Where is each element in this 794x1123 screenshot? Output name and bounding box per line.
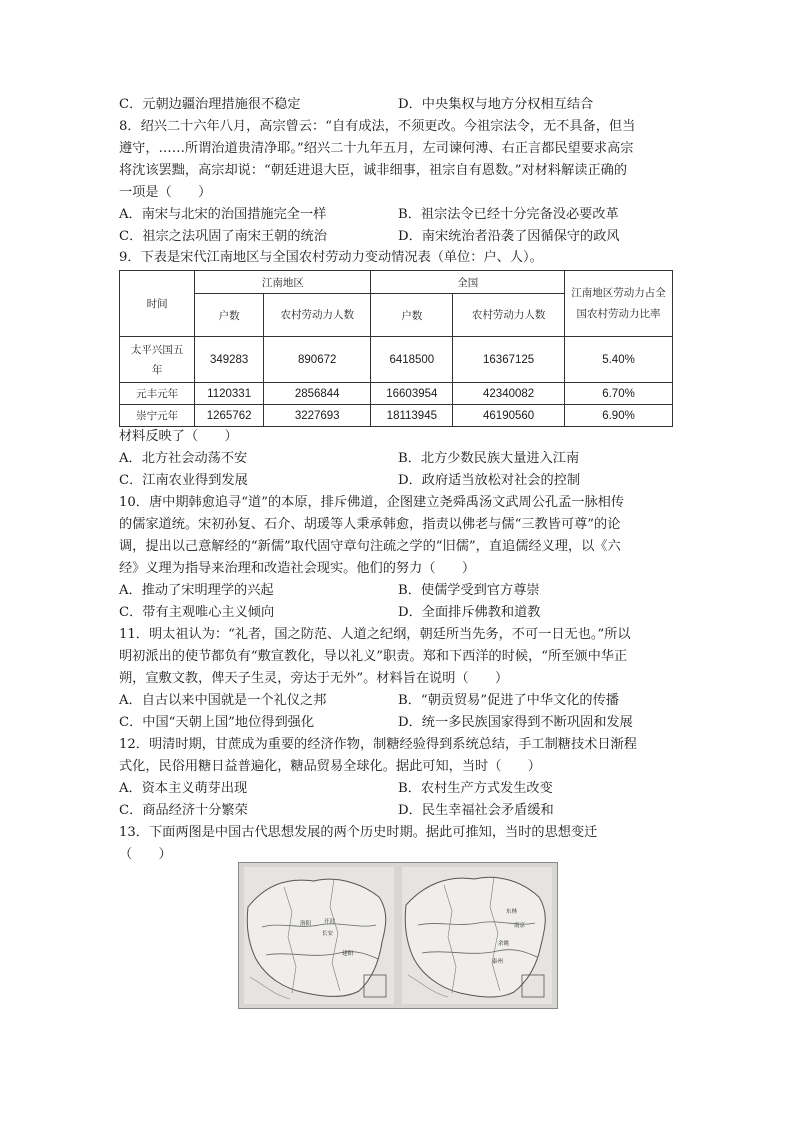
q11-stem-line2: 明初派出的使节都负有“敷宣教化，导以礼义”职责。郑和下西洋的时候，“所至颁中华正 (119, 649, 628, 664)
cell-time: 元丰元年 (120, 383, 195, 405)
map-right-label: 泰州 (492, 959, 504, 965)
q8-option-b: B．祖宗法令已经十分完备没必要改革 (398, 207, 619, 222)
map-right-label: 南京 (514, 923, 526, 929)
q10-option-b: B．使儒学受到官方尊崇 (398, 583, 540, 598)
q10-stem-line1: 10．唐中期韩愈追寻“道”的本原，排斥佛道，企图建立尧舜禹汤文武周公孔孟一脉相传 (119, 495, 625, 510)
th-jiangnan: 江南地区 (195, 271, 371, 294)
q9-option-b: B．北方少数民族大量进入江南 (398, 451, 580, 466)
cell-nat-labor: 42340082 (453, 383, 565, 405)
map-right-svg (402, 867, 552, 1004)
map-right-label: 余姚 (498, 941, 510, 947)
map-left-label: 长安 (322, 931, 334, 937)
map-left (244, 867, 394, 1004)
q9-stem-line1: 9．下表是宋代江南地区与全国农村劳动力变动情况表（单位：户、人）。 (119, 250, 543, 265)
table-row (120, 383, 673, 405)
cell-nat-labor: 46190560 (453, 405, 565, 427)
cell-time: 太平兴国五年 (120, 337, 195, 383)
table-row (120, 405, 673, 427)
cell-jn-households: 1120331 (195, 383, 264, 405)
th-jn-households: 户数 (195, 294, 264, 337)
map-left-label: 洛阳 (300, 921, 312, 927)
q12-stem-line2: 式化，民俗用糖日益普遍化，糖品贸易全球化。据此可知，当时（ ） (119, 759, 541, 774)
cell-ratio: 6.70% (565, 383, 673, 405)
th-nat-labor: 农村劳动力人数 (453, 294, 565, 337)
labor-table (119, 270, 673, 427)
q12-option-a: A．资本主义萌芽出现 (119, 781, 248, 796)
q10-option-d: D．全面排斥佛教和道教 (398, 605, 541, 620)
table-row (120, 337, 673, 383)
q10-stem-line4: 经》义理为指导来治理和改造社会现实。他们的努力（ ） (119, 561, 476, 576)
q12-option-b: B．农村生产方式发生改变 (398, 781, 553, 796)
q12-option-d: D．民生幸福社会矛盾缓和 (398, 803, 554, 818)
q9-option-d: D．政府适当放松对社会的控制 (398, 473, 581, 488)
th-ratio: 江南地区劳动力占全国农村劳动力比率 (565, 271, 673, 337)
cell-ratio: 5.40% (565, 337, 673, 383)
cell-jn-labor: 2856844 (263, 383, 371, 405)
q11-option-a: A．自古以来中国就是一个礼仪之邦 (119, 693, 327, 708)
q8-option-a: A．南宋与北宋的治国措施完全一样 (119, 207, 327, 222)
q12-stem-line1: 12．明清时期，甘蔗成为重要的经济作物，制糖经验得到系统总结，手工制糖技术日渐程 (119, 737, 637, 752)
cell-nat-households: 6418500 (371, 337, 453, 383)
q10-option-a: A．推动了宋明理学的兴起 (119, 583, 274, 598)
q12-option-c: C．商品经济十分繁荣 (119, 803, 248, 818)
q9-option-a: A．北方社会动荡不安 (119, 451, 248, 466)
q11-stem-line3: 朔，宣敷文教，俾天子生灵，旁达于无外”。材料旨在说明（ ） (119, 671, 509, 686)
cell-nat-labor: 16367125 (453, 337, 565, 383)
th-national: 全国 (371, 271, 565, 294)
q8-stem-line1: 8．绍兴二十六年八月，高宗曾云：“自有成法，不须更改。今祖宗法令，无不具备，但当 (119, 119, 636, 134)
q13-stem-line1: 13．下面两图是中国古代思想发展的两个历史时期。据此可推知，当时的思想变迁 (119, 825, 598, 840)
cell-jn-households: 349283 (195, 337, 264, 383)
cell-jn-households: 1265762 (195, 405, 264, 427)
q8-stem-line2: 遵守，……所谓治道贵清净耶。”绍兴二十九年五月，左司谏何溥、右正言都民望要求高宗 (119, 141, 634, 156)
q7-option-d: D．中央集权与地方分权相互结合 (398, 97, 594, 112)
th-nat-households: 户数 (371, 294, 453, 337)
q10-option-c: C．带有主观唯心主义倾向 (119, 605, 275, 620)
cell-nat-households: 18113945 (371, 405, 453, 427)
map-left-svg (244, 867, 394, 1004)
q7-option-c: C．元朝边疆治理措施很不稳定 (119, 97, 301, 112)
map-left-label: 建阳 (342, 951, 354, 957)
q11-stem-line1: 11．明太祖认为：“礼者，国之防范、人道之纪纲，朝廷所当先务，不可一日无也。”所以 (119, 627, 631, 642)
maps-figure (238, 862, 558, 1009)
q8-option-d: D．南宋统治者沿袭了因循保守的政风 (398, 229, 620, 244)
q11-option-b: B．“朝贡贸易”促进了中华文化的传播 (398, 693, 619, 708)
q8-option-c: C．祖宗之法巩固了南宋王朝的统治 (119, 229, 327, 244)
q8-stem-line3: 将沈该罢黜，高宗却说：“朝廷进退大臣，诚非细事，祖宗自有恩数。”对材料解读正确的 (119, 163, 628, 178)
cell-ratio: 6.90% (565, 405, 673, 427)
q10-stem-line3: 调，提出以己意解经的“新儒”取代固守章句注疏之学的“旧儒”，直追儒经义理，以《六 (119, 539, 621, 554)
q13-stem-line2: （ ） (119, 847, 172, 862)
q11-option-c: C．中国“天朝上国”地位得到强化 (119, 715, 315, 730)
cell-nat-households: 16603954 (371, 383, 453, 405)
cell-jn-labor: 890672 (263, 337, 371, 383)
map-right-label: 东林 (506, 909, 518, 915)
q11-option-d: D．统一多民族国家得到不断巩固和发展 (398, 715, 633, 730)
th-jn-labor: 农村劳动力人数 (263, 294, 371, 337)
q10-stem-line2: 的儒家道统。宋初孙复、石介、胡瑗等人秉承韩愈，指责以佛老与儒“三教皆可尊”的论 (119, 517, 621, 532)
th-time: 时间 (120, 271, 195, 337)
map-left-label: 开封 (324, 919, 336, 925)
q9-stem-line2: 材料反映了（ ） (119, 429, 238, 444)
cell-jn-labor: 3227693 (263, 405, 371, 427)
q8-stem-line4: 一项是（ ） (119, 185, 212, 200)
cell-time: 崇宁元年 (120, 405, 195, 427)
map-right (402, 867, 552, 1004)
q9-option-c: C．江南农业得到发展 (119, 473, 248, 488)
